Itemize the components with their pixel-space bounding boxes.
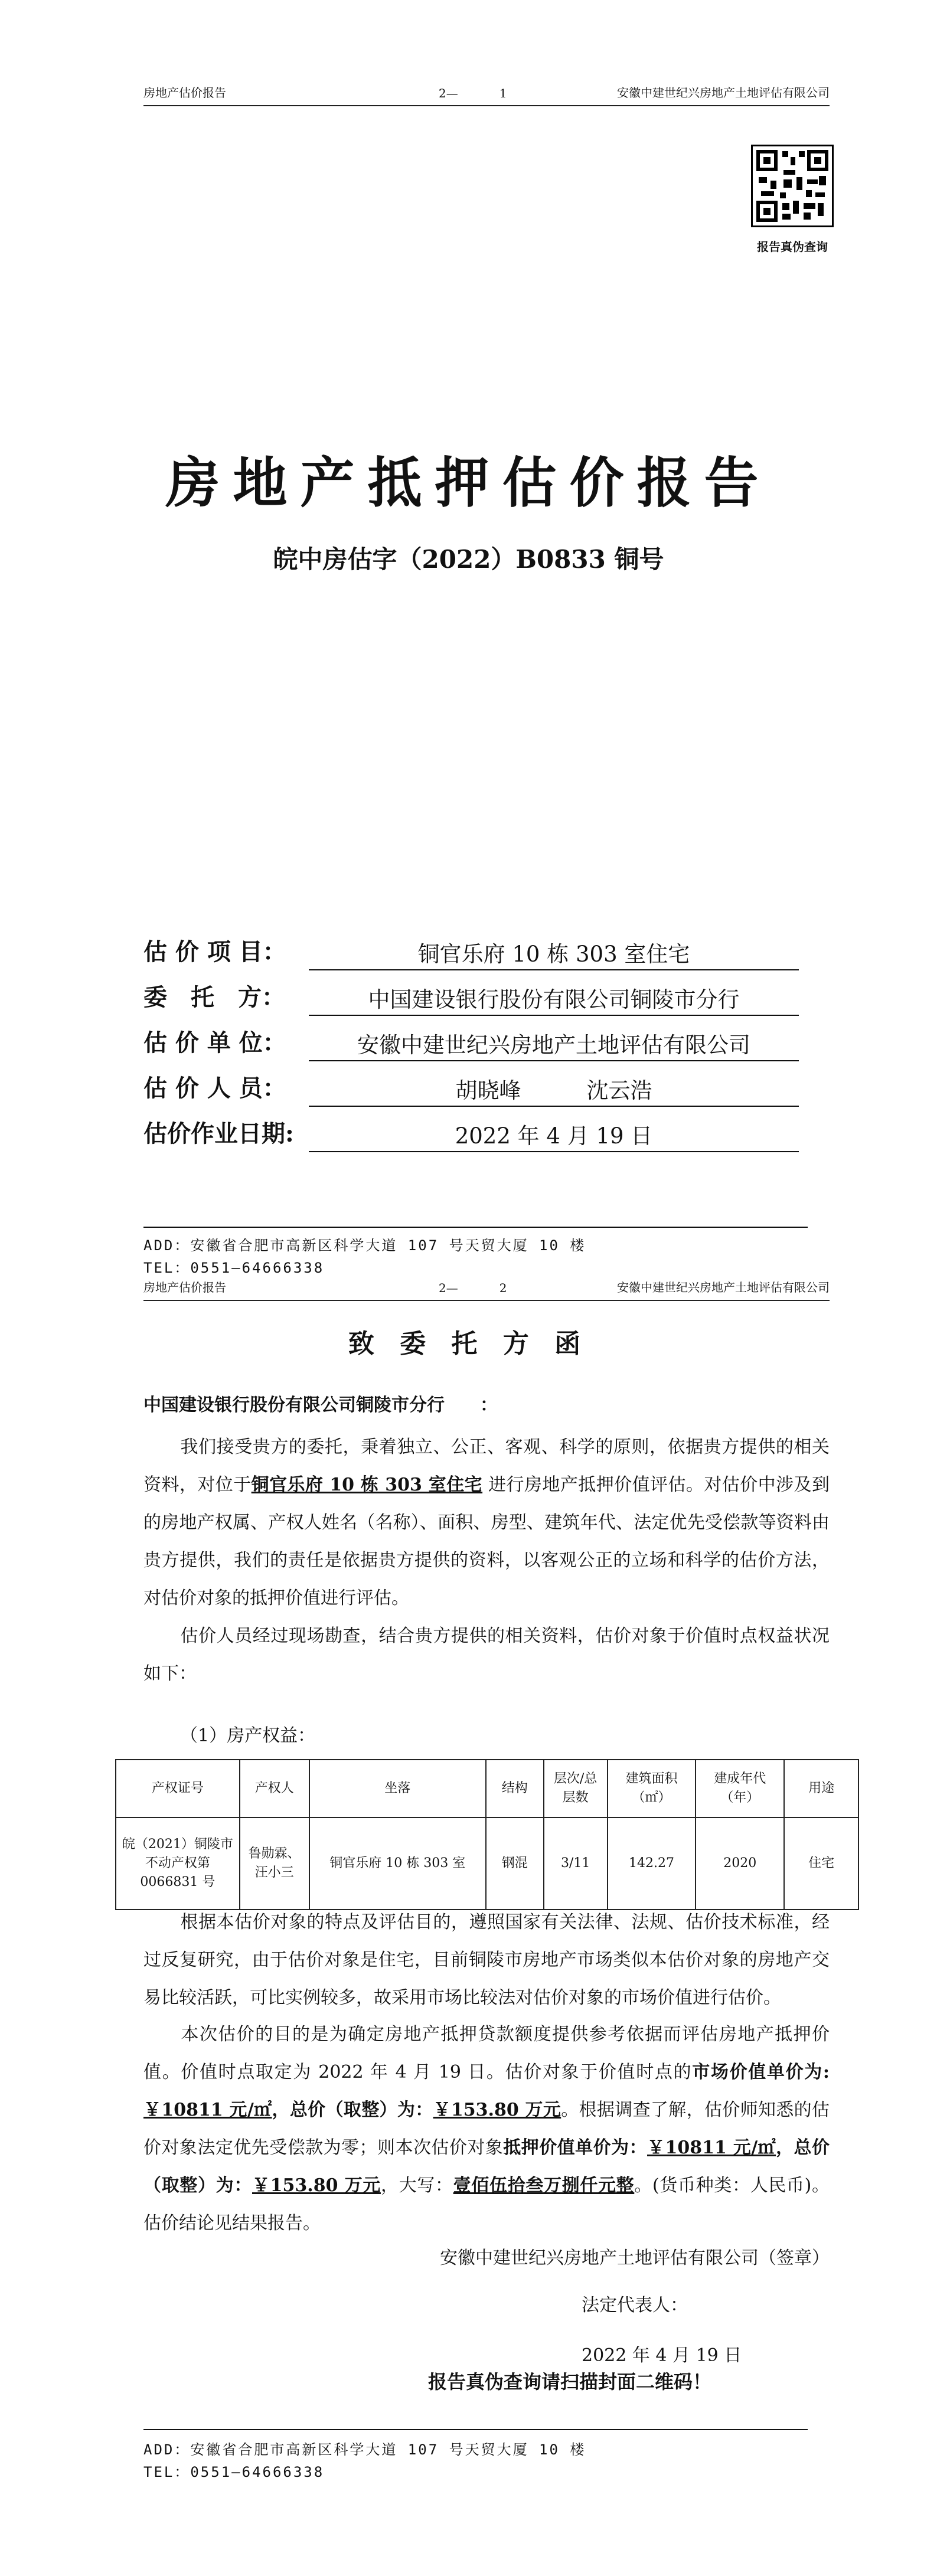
table-header-cell: 产权证号 bbox=[116, 1760, 240, 1817]
header-left-text: 房地产估价报告 bbox=[143, 1280, 226, 1294]
table-row bbox=[116, 1817, 858, 1910]
table-cell: 2020 bbox=[696, 1817, 784, 1910]
field-value: 胡晓峰 沈云浩 bbox=[309, 1076, 799, 1107]
page2-header bbox=[143, 1276, 830, 1301]
amount-in-words: 壹佰伍拾叁万捌仟元整 bbox=[453, 2175, 635, 2196]
table-cell: 皖（2021）铜陵市不动产权第0066831 号 bbox=[116, 1817, 240, 1910]
market-unit-price: ￥10811 元/㎡ bbox=[143, 2100, 272, 2120]
footer-divider bbox=[143, 2429, 808, 2430]
letter-paragraph-2: 估价人员经过现场勘查，结合贵方提供的相关资料，估价对象于价值时点权益状况如下： bbox=[143, 1626, 830, 1684]
footer-divider bbox=[143, 1227, 808, 1228]
letter-paragraph-4: 本次估价的目的是为确定房地产抵押贷款额度提供参考依据而评估房地产抵押价值。价值时点取定为 2022 年 4 月 19 日。估价对象于价值时点的市场价值单价为:￥10811 元/㎡，总价（取整）为：￥153.80 万元。根据调查了解，估价师知悉的估价对象法定优先受偿款为零；则本次估价对象抵押价值单价为：￥10811 元/㎡，总价（取整）为：￥153.80 万元，大写：壹佰伍拾叁万捌仟元整。(货币种类：人民币)。估价结论见结果报告。 bbox=[143, 2024, 830, 2234]
table-cell: 住宅 bbox=[784, 1817, 858, 1910]
table-cell: 铜官乐府 10 栋 303 室 bbox=[309, 1817, 486, 1910]
letter-paragraph-1: 我们接受贵方的委托，秉着独立、公正、客观、科学的原则，依据贵方提供的相关资料，对位于铜官乐府 10 栋 303 室住宅 进行房地产抵押价值评估。对估价中涉及到的房地产权属、产权人姓名（名称）、面积、房型、建筑年代、法定优先受偿款等资料由贵方提供，我们的责任是依据贵方提供的资料，以客观公正的立场和科学的估价方法，对估价对象的抵押价值进行评估。 bbox=[143, 1437, 830, 1609]
header-page-number: 2— 1 bbox=[439, 86, 507, 100]
table-header-cell: 建筑面积（㎡） bbox=[608, 1760, 696, 1817]
report-title: 房地产抵押估价报告 bbox=[165, 451, 772, 515]
field-value: 2022 年 4 月 19 日 bbox=[309, 1122, 799, 1152]
table-header-cell: 产权人 bbox=[240, 1760, 309, 1817]
property-rights-table bbox=[115, 1759, 859, 1910]
verify-note: 报告真伪查询请扫描封面二维码！ bbox=[428, 2371, 712, 2393]
qr-code[interactable] bbox=[751, 145, 834, 227]
table-header-row bbox=[116, 1760, 858, 1817]
mortgage-unit-price: ￥10811 元/㎡ bbox=[647, 2137, 776, 2158]
letter-paragraph-3: 根据本估价对象的特点及评估目的，遵照国家有关法律、法规、估价技术标准，经过反复研究，由于估价对象是住宅，目前铜陵市房地产市场类似本估价对象的房地产交易比较活跃，可比实例较多，故采用市场比较法对估价对象的市场价值进行估价。 bbox=[143, 1912, 830, 2008]
signature-date: 2022 年 4 月 19 日 bbox=[582, 2345, 742, 2366]
table-cell: 3/11 bbox=[544, 1817, 608, 1910]
footer-address: ADD：安徽省合肥市高新区科学大道 107 号天贸大厦 10 楼 bbox=[143, 2441, 586, 2458]
addressee: 中国建设银行股份有限公司铜陵市分行 ： bbox=[143, 1395, 498, 1416]
table-header-cell: 用途 bbox=[784, 1760, 858, 1817]
rights-label: （1）房产权益： bbox=[180, 1725, 316, 1746]
header-right-text: 安徽中建世纪兴房地产土地评估有限公司 bbox=[617, 1280, 830, 1294]
table-cell: 钢混 bbox=[486, 1817, 544, 1910]
qr-caption: 报告真伪查询 bbox=[757, 240, 828, 254]
market-total-price: ￥153.80 万元 bbox=[433, 2100, 561, 2120]
field-label: 估 价 项 目： bbox=[143, 938, 286, 966]
footer-address: ADD：安徽省合肥市高新区科学大道 107 号天贸大厦 10 楼 bbox=[143, 1237, 586, 1254]
footer-tel: TEL：0551—64666338 bbox=[143, 2464, 325, 2480]
field-label: 委 托 方： bbox=[143, 983, 285, 1011]
header-left-text: 房地产估价报告 bbox=[143, 86, 226, 100]
header-right-text: 安徽中建世纪兴房地产土地评估有限公司 bbox=[617, 86, 830, 100]
table-header-cell: 结构 bbox=[486, 1760, 544, 1817]
legal-representative: 法定代表人： bbox=[582, 2295, 688, 2316]
table-header-cell: 坐落 bbox=[309, 1760, 486, 1817]
letter-title: 致 委 托 方 函 bbox=[348, 1329, 589, 1359]
field-value: 中国建设银行股份有限公司铜陵市分行 bbox=[309, 985, 799, 1016]
signature-company: 安徽中建世纪兴房地产土地评估有限公司（签章） bbox=[440, 2248, 830, 2268]
page1-header bbox=[143, 81, 830, 106]
table-header-cell: 建成年代（年） bbox=[696, 1760, 784, 1817]
footer-tel: TEL：0551—64666338 bbox=[143, 1260, 325, 1276]
field-label: 估 价 人 员： bbox=[143, 1074, 286, 1102]
table-header-cell: 层次/总层数 bbox=[544, 1760, 608, 1817]
header-page-number: 2— 2 bbox=[439, 1281, 507, 1295]
valuation-object: 铜官乐府 10 栋 303 室住宅 bbox=[251, 1475, 483, 1495]
mortgage-total-price: ￥153.80 万元 bbox=[252, 2175, 381, 2196]
field-label: 估 价 单 位： bbox=[143, 1029, 286, 1057]
field-value: 铜官乐府 10 栋 303 室住宅 bbox=[309, 940, 799, 970]
table-cell: 鲁勋霖、汪小三 bbox=[240, 1817, 309, 1910]
report-number: 皖中房估字（2022）B0833 铜号 bbox=[273, 545, 664, 574]
field-value: 安徽中建世纪兴房地产土地评估有限公司 bbox=[309, 1031, 799, 1061]
field-label: 估价作业日期: bbox=[143, 1120, 294, 1148]
table-cell: 142.27 bbox=[608, 1817, 696, 1910]
